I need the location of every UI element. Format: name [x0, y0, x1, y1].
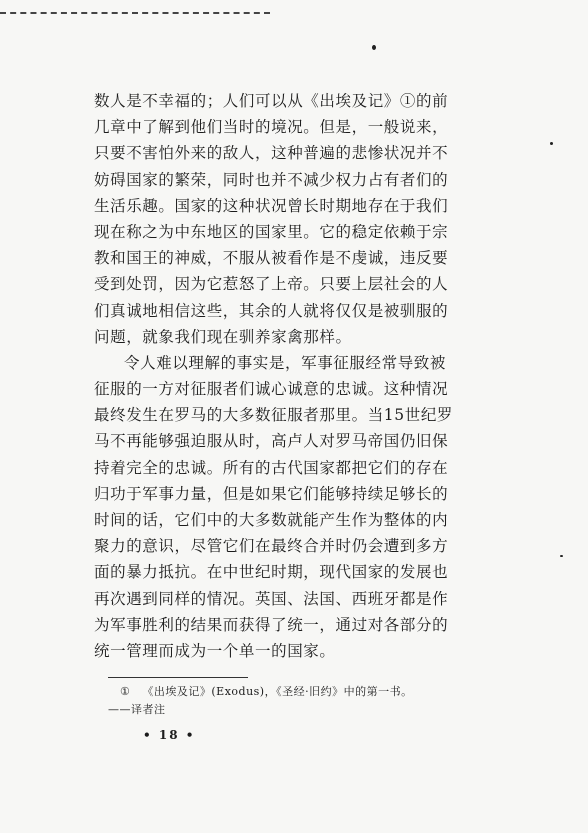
text-line: 征服的一方对征服者们诚心诚意的忠诚。这种情况 [94, 380, 449, 399]
body-text [94, 88, 526, 664]
text-line: 再次遇到同样的情况。英国、法国、西班牙都是作 [94, 589, 449, 608]
text-line: 马不再能够强迫服从时，高卢人对罗马帝国仍旧保 [94, 432, 449, 451]
text-line: 问题，就象我们现在驯养家禽那样。 [94, 327, 352, 346]
text-line: 教和国王的神威，不服从被看作是不虔诚，违反要 [94, 249, 449, 268]
ink-speck [372, 45, 376, 50]
text-line: 统一管理而成为一个单一的国家。 [94, 641, 336, 660]
text-line: 令人难以理解的事实是，军事征服经常导致被 [124, 353, 447, 372]
footnote [108, 683, 520, 719]
ink-speck [560, 555, 563, 557]
text-line: 只要不害怕外来的敌人，这种普遍的悲惨状况并不 [94, 144, 449, 163]
text-line: 妨碍国家的繁荣，同时也并不减少权力占有者们的 [94, 170, 449, 189]
text-line: 面的暴力抵抗。在中世纪时期，现代国家的发展也 [94, 563, 449, 582]
ink-speck [550, 142, 553, 145]
footnote-divider [108, 677, 248, 678]
text-line: 时间的话，它们中的大多数就能产生作为整体的内 [94, 511, 449, 529]
footnote-text: 《出埃及记》(Exodus)，《圣经·旧约》中的第一书。 [142, 685, 413, 698]
text-line: 现在称之为中东地区的国家里。它的稳定依赖于宗 [94, 222, 449, 241]
text-line: 数人是不幸福的；人们可以从《出埃及记》①的前 [94, 92, 449, 110]
text-line: 持着完全的忠诚。所有的古代国家都把它们的存在 [94, 458, 449, 477]
text-line: 们真诚地相信这些，其余的人就将仅仅是被驯服的 [94, 301, 449, 320]
footnote-attribution: ——译者注 [108, 703, 166, 716]
text-line: 最终发生在罗马的大多数征服者那里。当15世纪罗 [94, 406, 454, 425]
text-line: 归功于军事力量，但是如果它们能够持续足够长的 [94, 484, 449, 503]
footnote-marker: ① [120, 685, 131, 698]
page-number: • 18 • [143, 728, 196, 742]
text-line: 几章中了解到他们当时的境况。但是，一般说来， [94, 118, 449, 137]
text-line: 受到处罚，因为它惹怒了上帝。只要上层社会的人 [94, 275, 449, 294]
text-line: 聚力的意识，尽管它们在最终合并时仍会遭到多方 [94, 537, 449, 556]
text-line: 为军事胜利的结果而获得了统一，通过对各部分的 [94, 615, 449, 634]
text-line: 生活乐趣。国家的这种状况曾长时期地存在于我们 [94, 196, 449, 215]
top-dashed-border [0, 0, 270, 14]
